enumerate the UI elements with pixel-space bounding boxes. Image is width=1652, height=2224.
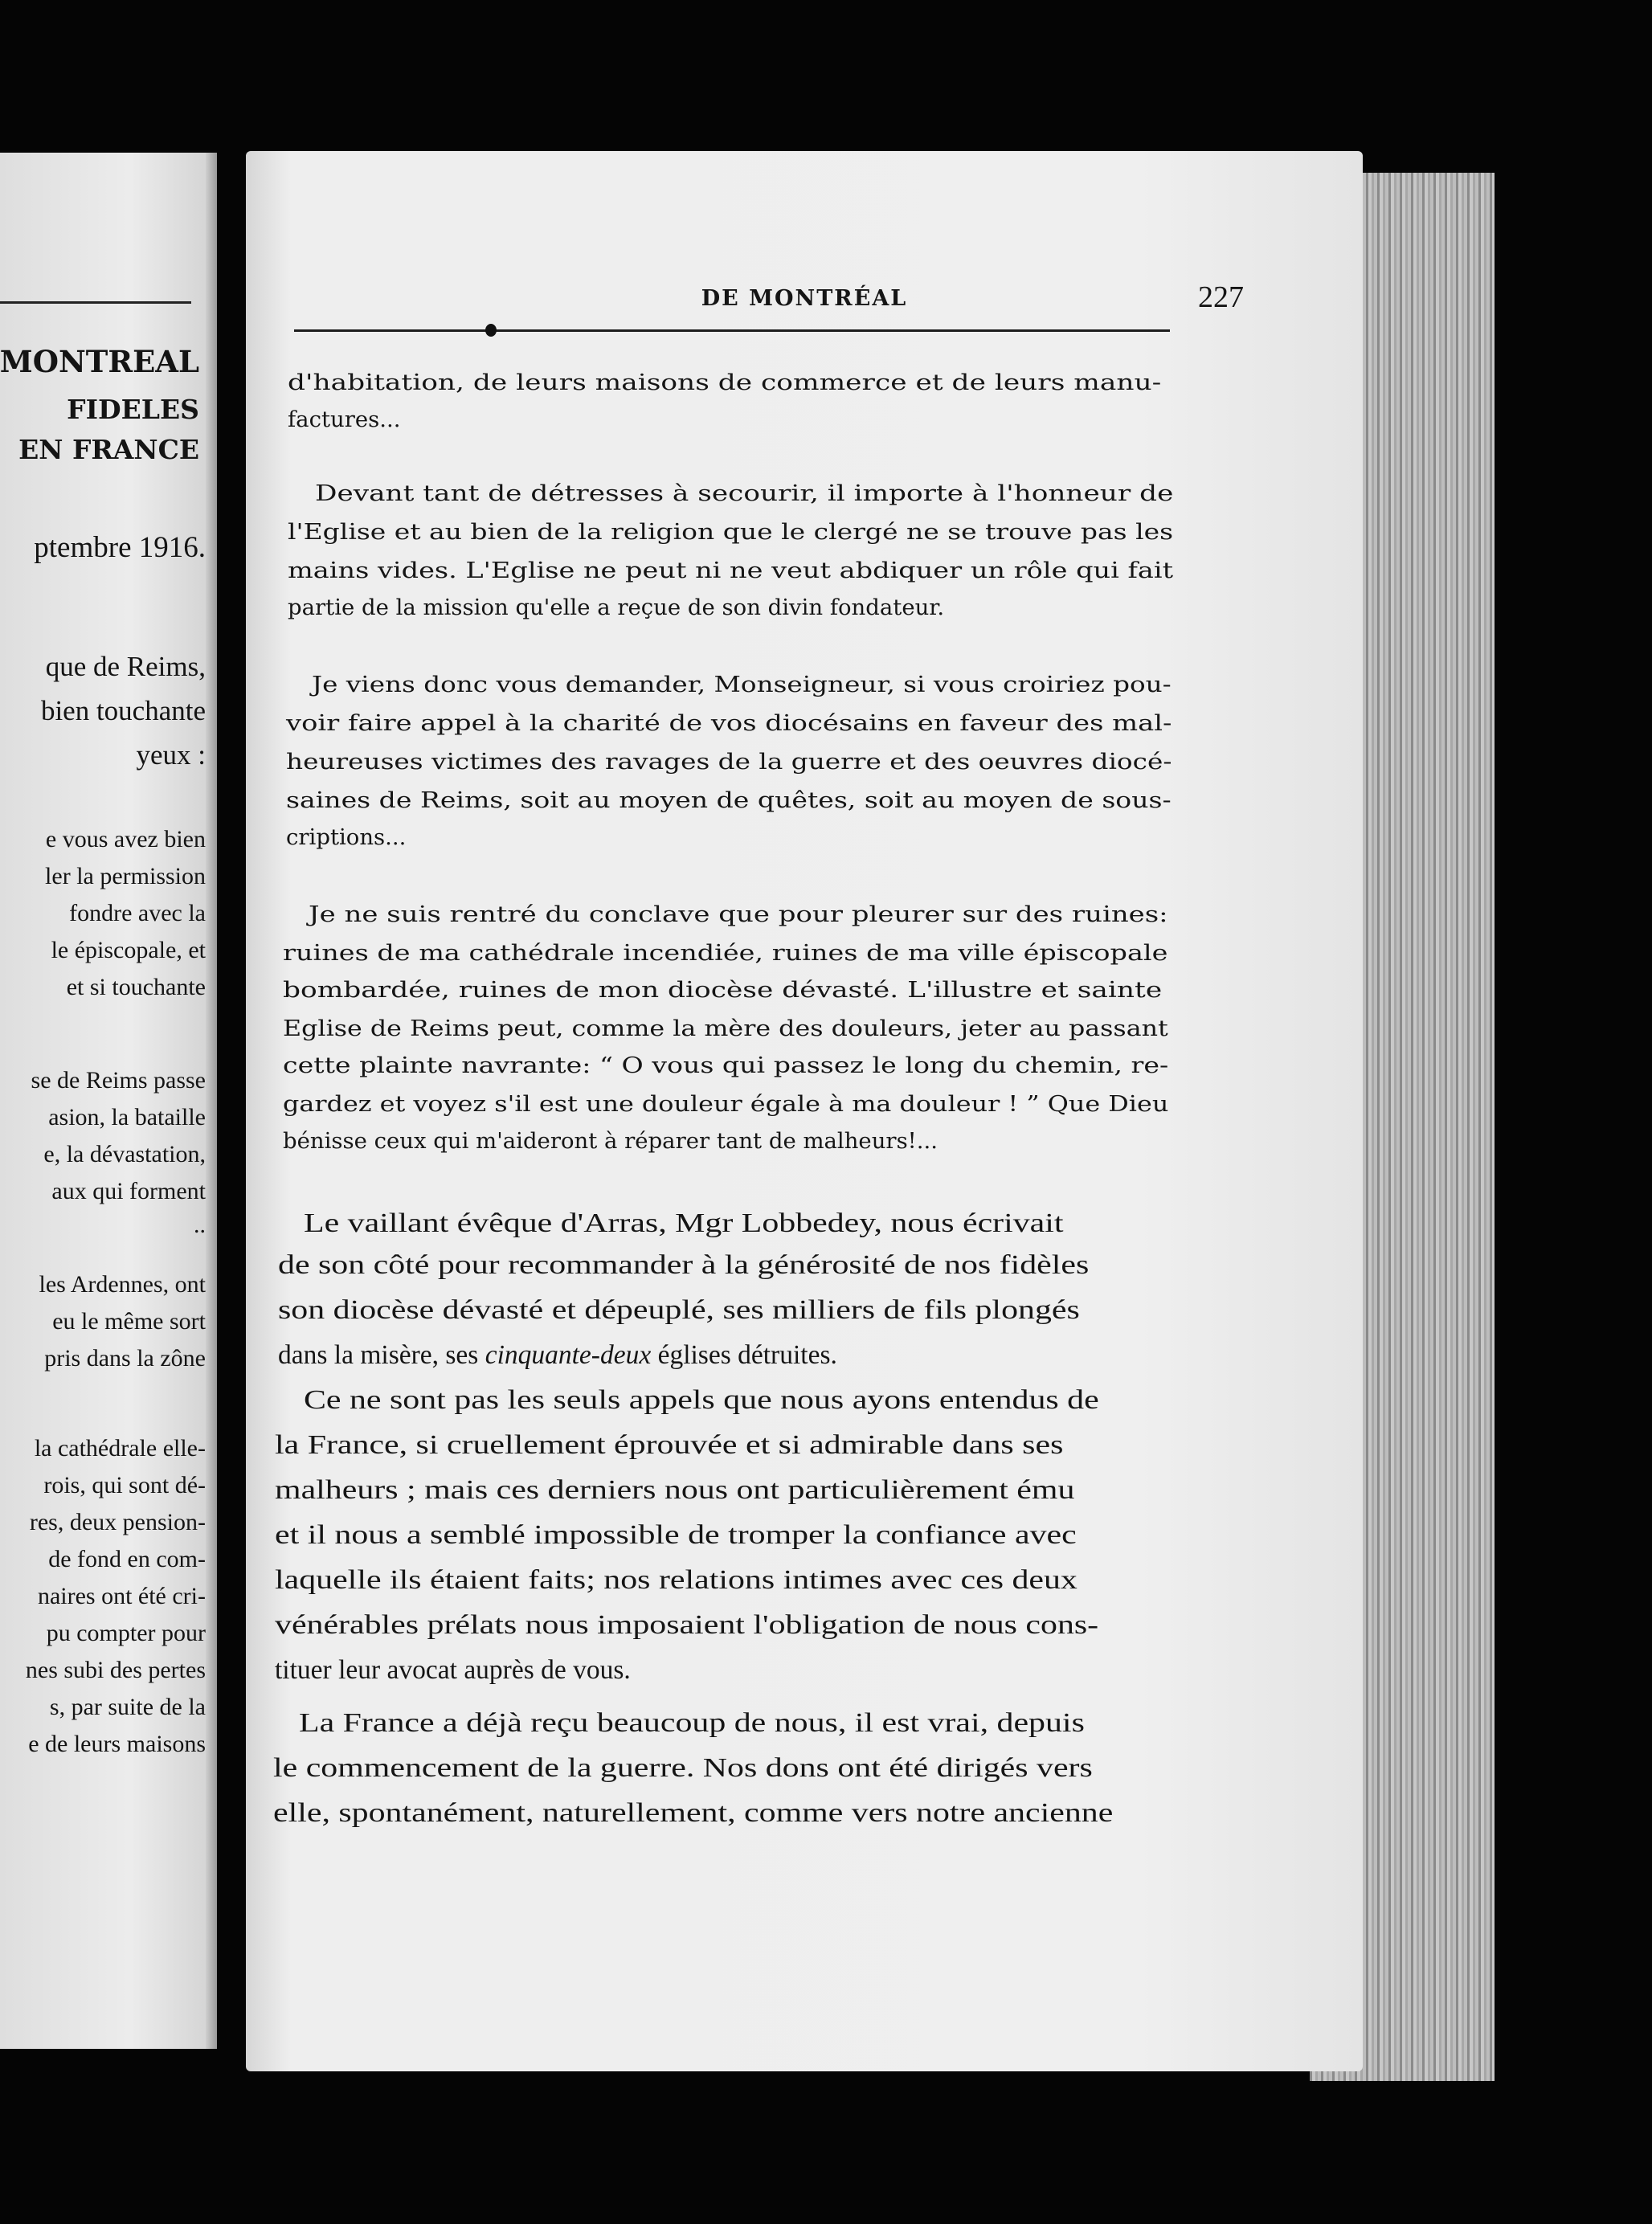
text-line: Je viens donc vous demander, Monseigneur, si vous croiriez pou- [312, 672, 1172, 697]
text-line: cette plainte navrante: “ O vous qui passez le long du chemin, re- [283, 1053, 1169, 1078]
left-text-line: s, par suite de la [49, 1694, 206, 1720]
text-line: factures... [288, 407, 401, 432]
left-text-line: .. [194, 1212, 206, 1238]
text-line: Devant tant de détresses à secourir, il importe à l'honneur de [315, 480, 1174, 506]
text-line: gardez et voyez s'il est une douleur égale à ma douleur ! ” Que Dieu [283, 1091, 1169, 1117]
text-line: ruines de ma cathédrale incendiée, ruines de ma ville épiscopale [283, 940, 1168, 966]
page-number: 227 [1198, 280, 1244, 314]
left-page-gutter [206, 153, 217, 2049]
text-line: malheurs ; mais ces derniers nous ont particulièrement ému [275, 1475, 1075, 1505]
text-line: l'Eglise et au bien de la religion que le clergé ne se trouve pas les [288, 519, 1174, 545]
text-line: laquelle ils étaient faits; nos relations intimes avec ces deux [275, 1565, 1077, 1595]
book-page [246, 151, 1363, 2071]
text-line: vénérables prélats nous imposaient l'obligation de nous cons- [275, 1610, 1099, 1640]
text-line: Ce ne sont pas les seuls appels que nous ayons entendus de [304, 1385, 1099, 1415]
left-text-line: e vous avez bien [45, 826, 206, 852]
left-page-fragment [0, 153, 217, 2049]
left-text-line: que de Reims, [45, 651, 206, 682]
text-line: bénisse ceux qui m'aideront à réparer tant de malheurs!... [283, 1128, 938, 1154]
text-line: d'habitation, de leurs maisons de commerce et de leurs manu- [288, 370, 1162, 395]
text-line: et il nous a semblé impossible de tromper la confiance avec [275, 1520, 1077, 1550]
left-text-line: pu compter pour [46, 1620, 206, 1646]
left-heading-line: EN FRANCE [18, 434, 199, 465]
text-run: dans la misère, ses [278, 1340, 479, 1370]
text-line: heureuses victimes des ravages de la guerre et des oeuvres diocé- [286, 749, 1172, 775]
text-line: son diocèse dévasté et dépeuplé, ses milliers de fils plongés [278, 1295, 1080, 1325]
text-line: Eglise de Reims peut, comme la mère des douleurs, jeter au passant [283, 1016, 1168, 1041]
text-line: criptions... [286, 824, 407, 850]
left-text-line: se de Reims passe [31, 1067, 206, 1094]
text-line: bombardée, ruines de mon diocèse dévasté. L'illustre et sainte [283, 977, 1163, 1003]
header-rule [294, 329, 1170, 332]
text-line: partie de la mission qu'elle a reçue de son divin fondateur. [288, 595, 945, 620]
left-text-line: la cathédrale elle- [34, 1435, 206, 1462]
left-text-line: res, deux pension- [29, 1509, 206, 1535]
left-text-line: yeux : [136, 739, 206, 771]
left-text-line: naires ont été cri- [37, 1583, 206, 1609]
ink-dot [485, 324, 497, 337]
text-line: le commencement de la guerre. Nos dons ont été dirigés vers [273, 1753, 1093, 1783]
text-line: La France a déjà reçu beaucoup de nous, il est vrai, depuis [299, 1708, 1085, 1738]
left-text-line: les Ardennes, ont [39, 1271, 206, 1298]
left-text-line: et si touchante [66, 974, 206, 1000]
left-text-line: eu le même sort [52, 1308, 206, 1335]
text-line: voir faire appel à la charité de vos diocésains en faveur des mal- [286, 710, 1172, 736]
left-heading-line: MONTREAL [0, 344, 199, 379]
left-text-line: pris dans la zône [44, 1345, 206, 1372]
left-text-line: le épiscopale, et [51, 937, 206, 963]
left-text-line: aux qui forment [51, 1178, 206, 1204]
text-line: saines de Reims, soit au moyen de quêtes, soit au moyen de sous- [286, 787, 1172, 813]
left-text-line: bien touchante [40, 695, 206, 726]
left-text-line: de fond en com- [48, 1546, 206, 1572]
text-line: tituer leur avocat auprès de vous. [275, 1655, 631, 1685]
left-text-line: fondre avec la [69, 900, 206, 926]
left-page-rule [0, 301, 191, 304]
left-text-line: ler la permission [45, 863, 206, 889]
text-run: églises détruites. [657, 1340, 837, 1370]
left-text-line: e de leurs maisons [28, 1731, 206, 1757]
text-line: la France, si cruellement éprouvée et si admirable dans ses [275, 1430, 1064, 1460]
italic-text-run: cinquante-deux [485, 1340, 652, 1370]
left-heading-line: FIDELES [67, 394, 199, 425]
text-line: Je ne suis rentré du conclave que pour pleurer sur des ruines: [309, 901, 1168, 927]
text-line: Le vaillant évêque d'Arras, Mgr Lobbedey, nous écrivait [304, 1208, 1064, 1238]
left-text-line: nes subi des pertes [25, 1657, 206, 1683]
text-line: mains vides. L'Eglise ne peut ni ne veut abdiquer un rôle qui fait [288, 558, 1174, 583]
running-head: DE MONTRÉAL [701, 286, 908, 311]
left-text-line: rois, qui sont dé- [43, 1472, 206, 1498]
text-line [278, 1340, 837, 1371]
left-text-line: asion, la bataille [48, 1104, 206, 1130]
left-date-line: ptembre 1916. [34, 531, 206, 564]
text-line: de son côté pour recommander à la générosité de nos fidèles [278, 1250, 1090, 1280]
text-line: elle, spontanément, naturellement, comme vers notre ancienne [273, 1798, 1114, 1828]
left-text-line: e, la dévastation, [43, 1141, 206, 1167]
